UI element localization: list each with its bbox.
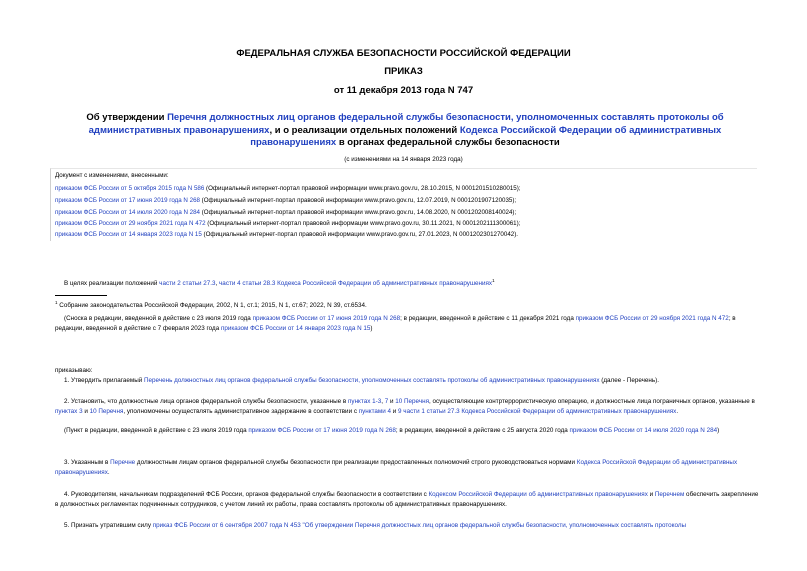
- note-link[interactable]: приказом ФСБ России от 17 июня 2019 года N 268: [248, 427, 396, 434]
- amendment-link[interactable]: приказом ФСБ России от 14 июля 2020 года N 284: [55, 209, 201, 216]
- note-text: ; в редакции, введенной в действие с 7 февраля 2023 года: [55, 315, 736, 332]
- note-link[interactable]: приказом ФСБ России от 14 июля 2020 года N 284: [569, 427, 718, 434]
- item-text: 3. Указанным в: [64, 459, 111, 466]
- intro-paragraph: [64, 276, 754, 289]
- item-1: [55, 376, 760, 386]
- item-text: (далее - Перечень).: [599, 377, 660, 384]
- item-text: , осуществляющие контртеррористическую операцию, и должностные лица пограничных органов, указанные в: [429, 398, 755, 405]
- intro-link[interactable]: части 2 статьи 27.3: [159, 280, 216, 288]
- amendment-link[interactable]: приказом ФСБ России от 14 января 2023 года N 15: [55, 231, 202, 238]
- item-link[interactable]: Перечнем: [654, 491, 685, 498]
- agency-heading: ФЕДЕРАЛЬНАЯ СЛУЖБА БЕЗОПАСНОСТИ РОССИЙСКОЙ ФЕДЕРАЦИИ: [236, 48, 571, 59]
- note-text: ; в редакции, введенной в действие с 11 декабря 2021 года: [400, 315, 576, 322]
- footnote-edit-note: [55, 314, 760, 333]
- note-link[interactable]: приказом ФСБ России от 17 июня 2019 года N 268: [252, 315, 401, 322]
- item-text: 5. Признать утратившим силу: [64, 522, 153, 529]
- document-title: [60, 112, 750, 150]
- amendment-link[interactable]: приказом ФСБ России от 17 июня 2019 года N 268: [55, 197, 200, 204]
- doc-type-heading: ПРИКАЗ: [384, 66, 423, 77]
- item-text: и: [388, 398, 396, 405]
- amendment-source: (Официальный интернет-портал правовой информации www.pravo.gov.ru, 30.11.2021, N 0001202111300061);: [205, 220, 521, 227]
- item-link[interactable]: пунктами 4: [358, 407, 392, 415]
- amendment-source: (Официальный интернет-портал правовой информации www.pravo.gov.ru, 14.08.2020, N 0001202008140024);: [200, 209, 517, 216]
- item-text: 4. Руководителям, начальникам подразделений ФСБ России, органов федеральной службы безопасности в соответствии с: [64, 491, 429, 498]
- item-link[interactable]: Кодексом Российской Федерации об административных правонарушениях: [428, 491, 648, 498]
- item-text: , уполномочены осуществлять административное задержание в соответствии с: [123, 407, 359, 415]
- note-link[interactable]: приказом ФСБ России от 29 ноября 2021 года N 472: [575, 315, 729, 322]
- item-link[interactable]: Кодекса Российской Федерации об административных правонарушениях: [55, 459, 738, 476]
- changes-note: (с изменениями на 14 января 2023 года): [344, 156, 463, 163]
- item-text: и: [391, 407, 399, 415]
- note-text: (Пункт в редакции, введенной в действие с 23 июля 2019 года: [64, 427, 249, 434]
- footnote-ref[interactable]: 1: [492, 278, 495, 283]
- order-word: приказываю:: [55, 367, 93, 374]
- item-link[interactable]: Перечень должностных лиц органов федеральной службы безопасности, уполномоченных составлять протоколы об административных правонарушениях: [144, 377, 600, 384]
- amendments-box: [50, 168, 757, 241]
- footnote-marker: 1: [55, 300, 58, 305]
- amendment-source: (Официальный интернет-портал правовой информации www.pravo.gov.ru, 28.10.2015, N 0001201510280015);: [204, 185, 521, 192]
- note-link[interactable]: приказом ФСБ России от 14 января 2023 года N 15: [220, 324, 371, 332]
- item-2: [55, 397, 760, 416]
- amendment-source: (Официальный интернет-портал правовой информации www.pravo.gov.ru, 12.07.2019, N 0001201907120035);: [199, 197, 517, 204]
- intro-link[interactable]: части 4 статьи 28.3 Кодекса Российской Федерации об административных правонарушениях: [219, 280, 493, 288]
- amendment-source: (Официальный интернет-портал правовой информации www.pravo.gov.ru, 27.01.2023, N 0001202301270042).: [201, 231, 518, 238]
- item-link[interactable]: 9 части 1 статьи 27.3 Кодекса Российской Федерации об административных правонарушениях: [398, 407, 677, 415]
- amendments-heading: Документ с изменениями, внесенными:: [55, 172, 169, 179]
- amendment-item: [55, 220, 520, 227]
- item-text: 2. Установить, что должностные лица органов федеральной службы безопасности, указанные в: [64, 398, 349, 405]
- item-text: .: [107, 468, 110, 476]
- item-4: [55, 490, 760, 509]
- footnote-text: Собрание законодательства Российской Федерации, 2002, N 1, ст.1; 2015, N 1, ст.67; 2022, N 39, ст.6534.: [57, 302, 367, 310]
- item-text: обеспечить закрепление в должностных регламентах подчиненных сотрудников, с учетом линий их работы, права составлять протоколы об административных правонарушениях.: [55, 491, 759, 508]
- note-text: ): [717, 427, 720, 434]
- title-text: в органах федеральной службы безопасности: [336, 137, 560, 148]
- note-text: (Сноска в редакции, введенной в действие с 23 июля 2019 года: [64, 315, 253, 322]
- date-number-heading: от 11 декабря 2013 года N 747: [333, 85, 474, 96]
- item-5: [55, 521, 760, 531]
- footnote-separator: [55, 295, 107, 296]
- amendment-item: [55, 209, 516, 216]
- intro-text: ,: [215, 280, 220, 288]
- item-link[interactable]: 7: [384, 398, 389, 405]
- title-text: Об утверждении: [86, 112, 168, 123]
- amendment-item: [55, 197, 516, 204]
- amendment-link[interactable]: приказом ФСБ России от 29 ноября 2021 года N 472: [55, 220, 206, 227]
- item-text: .: [676, 407, 679, 415]
- item-2-edit-note: [55, 426, 760, 436]
- item-link[interactable]: пунктах 1-3: [348, 398, 382, 405]
- amendment-link[interactable]: приказом ФСБ России от 5 октября 2015 года N 586: [55, 185, 205, 192]
- note-text: ): [370, 324, 373, 332]
- title-link-code[interactable]: Кодекса Российской Федерации об административных правонарушениях: [250, 124, 722, 148]
- item-link[interactable]: 10 Перечня: [395, 398, 429, 405]
- item-text: и: [647, 491, 655, 498]
- item-text: 1. Утвердить прилагаемый: [64, 377, 145, 384]
- item-link[interactable]: Перечне: [110, 459, 136, 466]
- item-link[interactable]: 10 Перечня: [89, 407, 124, 415]
- amendment-item: [55, 231, 518, 238]
- footnote: [55, 298, 755, 311]
- intro-text: В целях реализации положений: [64, 280, 160, 288]
- title-link-list[interactable]: Перечня должностных лиц органов федеральной службы безопасности, уполномоченных составлять протоколы об административных правонарушениях: [88, 112, 724, 136]
- item-text: и: [82, 407, 90, 415]
- item-text: ,: [381, 398, 385, 405]
- item-3: [55, 458, 760, 477]
- item-link[interactable]: приказ ФСБ России от 6 сентября 2007 года N 453 "Об утверждении Перечня должностных лиц органов федеральной службы безопасности, уполномоченных составлять протоколы: [152, 522, 687, 529]
- note-text: ; в редакции, введенной в действие с 25 августа 2020 года: [395, 427, 570, 434]
- title-text: , и о реализации отдельных положений: [269, 124, 460, 136]
- amendment-item: [55, 185, 521, 192]
- item-text: должностным лицам органов федеральной службы безопасности при реализации предоставленных полномочий строго руководствоваться нормами: [135, 459, 577, 466]
- item-link[interactable]: пунктах 3: [55, 407, 83, 415]
